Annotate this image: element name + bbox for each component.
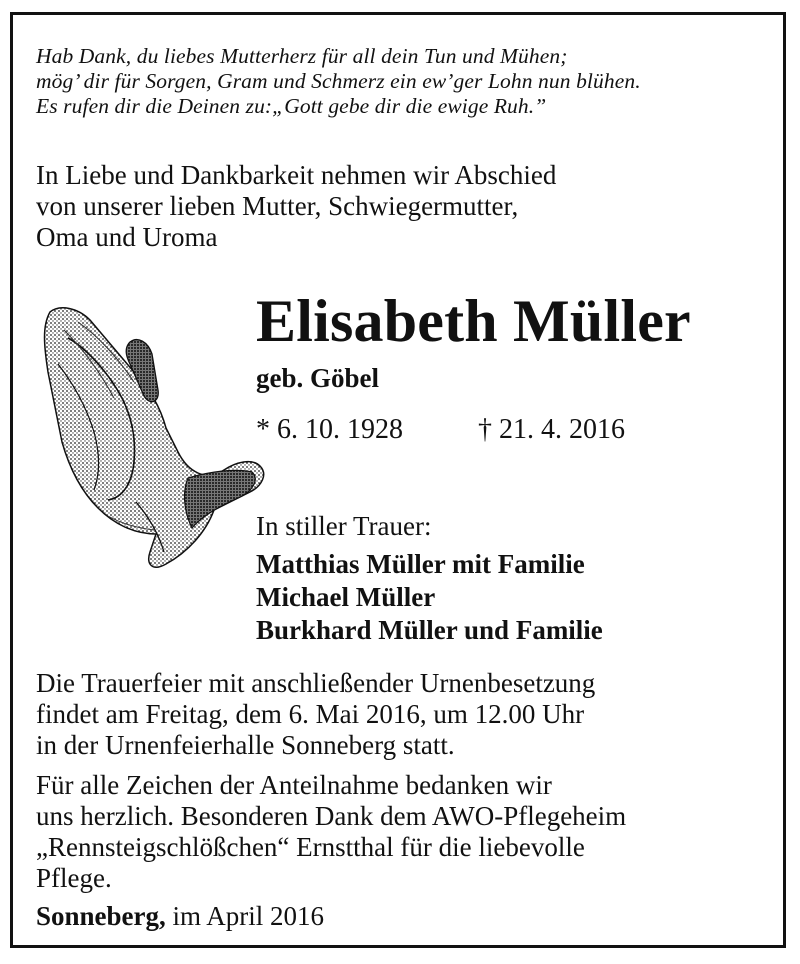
poem-line-3: Es rufen dir die Deinen zu:„Gott gebe dir die ewige Ruh.” (36, 94, 547, 118)
deceased-name: Elisabeth Müller (256, 288, 691, 354)
funeral-line-1: Die Trauerfeier mit anschließender Urnenbesetzung (36, 668, 596, 698)
thanks-line-3: „Rennsteigschlößchen“ Ernstthal für die liebevolle (36, 832, 585, 862)
intro-line-1: In Liebe und Dankbarkeit nehmen wir Abschied (36, 160, 557, 190)
life-dates (256, 414, 656, 446)
mourner-name: Matthias Müller mit Familie (256, 549, 585, 579)
funeral-line-2: findet am Freitag, dem 6. Mai 2016, um 12.00 Uhr (36, 699, 585, 729)
poem-line-1: Hab Dank, du liebes Mutterherz für all dein Tun und Mühen; (36, 44, 568, 68)
funeral-line-3: in der Urnenfeierhalle Sonneberg statt. (36, 730, 455, 760)
poem-line-2: mög’ dir für Sorgen, Gram und Schmerz ein ew’ger Lohn nun blühen. (36, 69, 641, 93)
maiden-name: geb. Göbel (256, 363, 380, 393)
thanks-line-1: Für alle Zeichen der Anteilnahme bedanken wir (36, 770, 552, 800)
signoff-place: Sonneberg, (36, 901, 166, 931)
mourners-list (256, 548, 603, 647)
intro-line-3: Oma und Uroma (36, 222, 218, 252)
thanks-note (36, 770, 626, 894)
death-date: † 21. 4. 2016 (478, 414, 625, 445)
mourner-name: Burkhard Müller und Familie (256, 615, 603, 645)
thanks-line-2: uns herzlich. Besonderen Dank dem AWO-Pflegeheim (36, 801, 627, 831)
farewell-intro (36, 160, 556, 253)
birth-date: * 6. 10. 1928 (256, 414, 403, 445)
mourning-label: In stiller Trauer: (256, 511, 432, 541)
signoff-date: im April 2016 (165, 901, 325, 931)
signoff (36, 900, 324, 932)
praying-hands-icon (38, 302, 270, 578)
intro-line-2: von unserer lieben Mutter, Schwiegermutter, (36, 191, 519, 221)
mourner-name: Michael Müller (256, 582, 436, 612)
thanks-line-4: Pflege. (36, 863, 112, 893)
funeral-details (36, 668, 595, 761)
memorial-poem (36, 44, 776, 119)
